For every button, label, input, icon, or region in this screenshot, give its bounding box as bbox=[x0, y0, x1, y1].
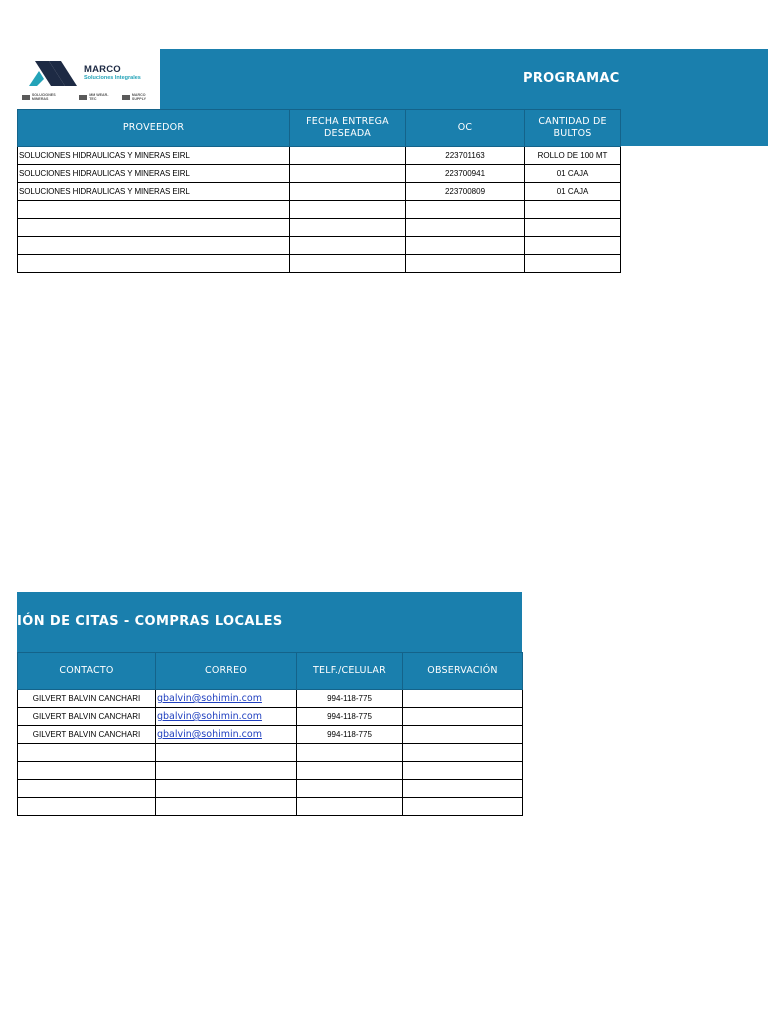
cell-telefono[interactable] bbox=[297, 798, 403, 816]
cell-oc[interactable] bbox=[406, 255, 525, 273]
table-header-row bbox=[18, 653, 523, 690]
table-row bbox=[18, 690, 523, 708]
cell-correo[interactable] bbox=[156, 726, 297, 744]
table-row bbox=[18, 726, 523, 744]
cell-bultos[interactable]: 01 CAJA bbox=[525, 183, 621, 201]
cell-correo[interactable] bbox=[156, 762, 297, 780]
partner-name: MM WEAR-TEC bbox=[89, 93, 109, 101]
cell-oc[interactable]: 223700809 bbox=[406, 183, 525, 201]
partner-logos bbox=[22, 93, 160, 101]
email-link[interactable]: gbalvin@sohimin.com bbox=[157, 711, 262, 722]
partner-mark-icon bbox=[22, 95, 30, 100]
cell-fecha[interactable] bbox=[290, 219, 406, 237]
cell-contacto[interactable] bbox=[18, 744, 156, 762]
title-banner bbox=[160, 49, 768, 109]
cell-contacto[interactable] bbox=[18, 762, 156, 780]
cell-bultos[interactable] bbox=[525, 219, 621, 237]
cell-fecha[interactable] bbox=[290, 165, 406, 183]
table-row bbox=[18, 201, 621, 219]
cell-proveedor[interactable] bbox=[18, 201, 290, 219]
cell-bultos[interactable] bbox=[525, 237, 621, 255]
top-sheet bbox=[0, 0, 768, 300]
column-header-observacion: OBSERVACIÓN bbox=[403, 653, 523, 690]
cell-telefono[interactable] bbox=[297, 762, 403, 780]
partner-mark-icon bbox=[79, 95, 87, 100]
supplier-table bbox=[17, 109, 621, 273]
cell-observacion[interactable] bbox=[403, 708, 523, 726]
header-extension bbox=[619, 109, 768, 146]
cell-bultos[interactable]: 01 CAJA bbox=[525, 165, 621, 183]
cell-fecha[interactable] bbox=[290, 237, 406, 255]
cell-contacto[interactable] bbox=[18, 780, 156, 798]
table-row bbox=[18, 165, 621, 183]
cell-observacion[interactable] bbox=[403, 798, 523, 816]
cell-correo[interactable] bbox=[156, 690, 297, 708]
page-title-continued: IÓN DE CITAS - COMPRAS LOCALES bbox=[17, 614, 283, 629]
table-header-row bbox=[18, 110, 621, 147]
column-header-telefono: TELF./CELULAR bbox=[297, 653, 403, 690]
table-row bbox=[18, 744, 523, 762]
partner-logo bbox=[22, 93, 72, 101]
column-header-oc: OC bbox=[406, 110, 525, 147]
logo-name: MARCO bbox=[84, 64, 121, 75]
cell-telefono[interactable]: 994-118-775 bbox=[297, 690, 403, 708]
table-row bbox=[18, 762, 523, 780]
cell-proveedor[interactable]: SOLUCIONES HIDRAULICAS Y MINERAS EIRL bbox=[18, 183, 290, 201]
cell-contacto[interactable]: GILVERT BALVIN CANCHARI bbox=[18, 690, 156, 708]
column-header-fecha: FECHA ENTREGA DESEADA bbox=[290, 110, 406, 147]
company-logo bbox=[17, 49, 160, 109]
page-title: PROGRAMAC bbox=[523, 71, 620, 86]
cell-observacion[interactable] bbox=[403, 762, 523, 780]
column-header-bultos: CANTIDAD DE BULTOS bbox=[525, 110, 621, 147]
cell-observacion[interactable] bbox=[403, 690, 523, 708]
cell-fecha[interactable] bbox=[290, 183, 406, 201]
contact-table bbox=[17, 652, 523, 816]
cell-telefono[interactable] bbox=[297, 744, 403, 762]
partner-mark-icon bbox=[122, 95, 130, 100]
cell-fecha[interactable] bbox=[290, 201, 406, 219]
email-link[interactable]: gbalvin@sohimin.com bbox=[157, 729, 262, 740]
cell-proveedor[interactable] bbox=[18, 237, 290, 255]
cell-bultos[interactable] bbox=[525, 255, 621, 273]
cell-contacto[interactable]: GILVERT BALVIN CANCHARI bbox=[18, 708, 156, 726]
cell-telefono[interactable]: 994-118-775 bbox=[297, 708, 403, 726]
email-link[interactable]: gbalvin@sohimin.com bbox=[157, 693, 262, 704]
cell-oc[interactable]: 223700941 bbox=[406, 165, 525, 183]
partner-name: SOLUCIONES MINERAS bbox=[31, 93, 56, 101]
cell-bultos[interactable]: ROLLO DE 100 MT bbox=[525, 147, 621, 165]
column-header-contacto: CONTACTO bbox=[18, 653, 156, 690]
cell-fecha[interactable] bbox=[290, 147, 406, 165]
table-row bbox=[18, 147, 621, 165]
table-row bbox=[18, 219, 621, 237]
cell-correo[interactable] bbox=[156, 780, 297, 798]
cell-telefono[interactable] bbox=[297, 780, 403, 798]
cell-correo[interactable] bbox=[156, 798, 297, 816]
cell-telefono[interactable]: 994-118-775 bbox=[297, 726, 403, 744]
cell-fecha[interactable] bbox=[290, 255, 406, 273]
table-row bbox=[18, 708, 523, 726]
table-row bbox=[18, 780, 523, 798]
cell-correo[interactable] bbox=[156, 708, 297, 726]
marco-logo-icon bbox=[29, 59, 79, 87]
partner-logo bbox=[122, 93, 160, 101]
column-header-correo: CORREO bbox=[156, 653, 297, 690]
partner-name: MARCO SUPPLY bbox=[131, 93, 146, 101]
cell-correo[interactable] bbox=[156, 744, 297, 762]
cell-observacion[interactable] bbox=[403, 744, 523, 762]
cell-proveedor[interactable]: SOLUCIONES HIDRAULICAS Y MINERAS EIRL bbox=[18, 147, 290, 165]
table-row bbox=[18, 255, 621, 273]
table-row bbox=[18, 183, 621, 201]
cell-oc[interactable] bbox=[406, 219, 525, 237]
cell-oc[interactable] bbox=[406, 201, 525, 219]
cell-observacion[interactable] bbox=[403, 726, 523, 744]
cell-contacto[interactable]: GILVERT BALVIN CANCHARI bbox=[18, 726, 156, 744]
partner-logo bbox=[79, 93, 115, 101]
table-row bbox=[18, 798, 523, 816]
cell-proveedor[interactable] bbox=[18, 219, 290, 237]
cell-proveedor[interactable] bbox=[18, 255, 290, 273]
cell-observacion[interactable] bbox=[403, 780, 523, 798]
column-header-proveedor: PROVEEDOR bbox=[18, 110, 290, 147]
cell-contacto[interactable] bbox=[18, 798, 156, 816]
table-row bbox=[18, 237, 621, 255]
cell-proveedor[interactable]: SOLUCIONES HIDRAULICAS Y MINERAS EIRL bbox=[18, 165, 290, 183]
cell-oc[interactable] bbox=[406, 237, 525, 255]
cell-oc[interactable]: 223701163 bbox=[406, 147, 525, 165]
cell-bultos[interactable] bbox=[525, 201, 621, 219]
logo-tagline: Soluciones Integrales bbox=[84, 75, 141, 81]
